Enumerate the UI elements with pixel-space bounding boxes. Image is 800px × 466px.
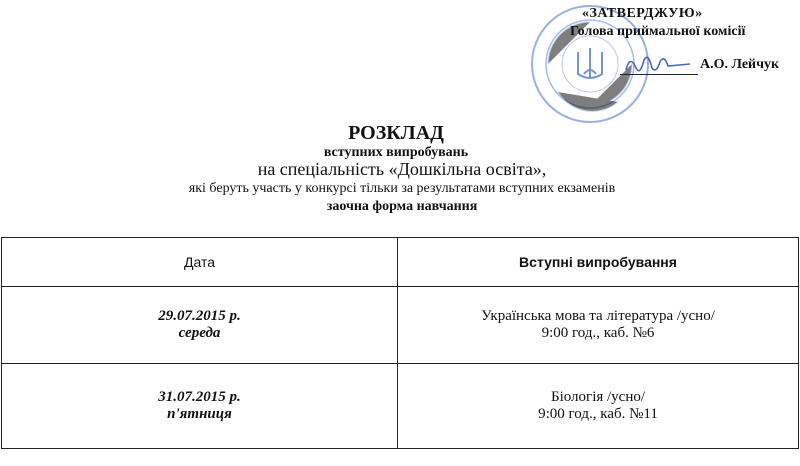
subtitle-line-3: які беруть участь у конкурсі тільки за результатами вступних екзаменів xyxy=(188,181,616,196)
date-cell xyxy=(2,287,398,364)
exam-time-room: 9:00 год., каб. №11 xyxy=(538,406,658,422)
page-title: РОЗКЛАД xyxy=(348,122,444,144)
table-row xyxy=(2,364,799,449)
subtitle-line-1: вступних випробувань xyxy=(323,145,469,160)
exam-date: 29.07.2015 р. xyxy=(158,308,241,324)
exam-subject: Українська мова та література /усно/ xyxy=(481,308,715,324)
approval-title: «ЗАТВЕРДЖУЮ» xyxy=(582,6,703,21)
date-cell xyxy=(2,364,398,449)
exam-cell xyxy=(398,364,799,449)
table-row xyxy=(2,287,799,364)
approver-name: А.О. Лейчук xyxy=(700,57,780,72)
header-exam: Вступні випробування xyxy=(398,238,799,287)
approval-role: Голова приймальної комісії xyxy=(570,24,746,39)
header-date: Дата xyxy=(2,238,398,287)
exam-date: 31.07.2015 р. xyxy=(158,389,241,405)
exam-time-room: 9:00 год., каб. №6 xyxy=(541,325,655,341)
exam-cell xyxy=(398,287,799,364)
exam-weekday: середа xyxy=(178,325,221,341)
table-header-row xyxy=(2,238,799,287)
exam-subject: Біологія /усно/ xyxy=(550,389,646,405)
subtitle-line-2: на спеціальність «Дошкільна освіта», xyxy=(257,159,547,179)
schedule-table xyxy=(1,237,799,449)
exam-weekday: п'ятниця xyxy=(167,406,232,422)
subtitle-line-4: заочна форма навчання xyxy=(326,199,478,214)
signature-scribble xyxy=(620,48,700,78)
